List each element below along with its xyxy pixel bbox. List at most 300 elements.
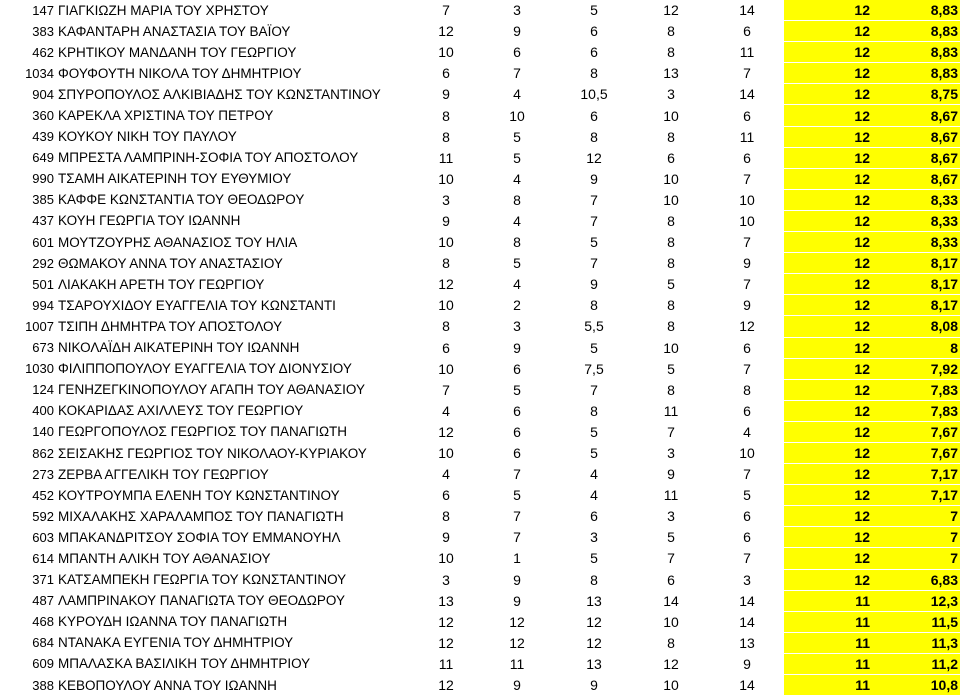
cell-id: 994 <box>0 295 56 316</box>
table-row <box>0 485 960 506</box>
cell-grade-6: 12 <box>784 126 872 147</box>
cell-id: 452 <box>0 485 56 506</box>
cell-grade-2: 3 <box>478 316 556 337</box>
cell-grade-6: 12 <box>784 569 872 590</box>
cell-name: ΓΕΩΡΓΟΠΟΥΛΟΣ ΓΕΩΡΓΙΟΣ ΤΟΥ ΠΑΝΑΓΙΩΤΗ <box>56 421 414 442</box>
cell-grade-4: 11 <box>632 485 710 506</box>
cell-id: 904 <box>0 84 56 105</box>
cell-grade-6: 12 <box>784 548 872 569</box>
cell-grade-1: 10 <box>414 42 478 63</box>
table-row <box>0 548 960 569</box>
cell-grade-1: 12 <box>414 675 478 696</box>
cell-grade-2: 4 <box>478 210 556 231</box>
cell-grade-1: 12 <box>414 274 478 295</box>
cell-grade-5: 3 <box>710 569 784 590</box>
table-row <box>0 611 960 632</box>
cell-grade-2: 5 <box>478 126 556 147</box>
table-row <box>0 527 960 548</box>
cell-name: ΓΕΝΗΖΕΓΚΙΝΟΠΟΥΛΟΥ ΑΓΑΠΗ ΤΟΥ ΑΘΑΝΑΣΙΟΥ <box>56 379 414 400</box>
cell-grade-3: 4 <box>556 485 632 506</box>
cell-grade-1: 12 <box>414 421 478 442</box>
cell-grade-1: 9 <box>414 527 478 548</box>
cell-grade-1: 9 <box>414 84 478 105</box>
cell-name: ΜΠΑΛΑΣΚΑ ΒΑΣΙΛΙΚΗ ΤΟΥ ΔΗΜΗΤΡΙΟΥ <box>56 653 414 674</box>
cell-grade-2: 12 <box>478 611 556 632</box>
cell-grade-4: 8 <box>632 232 710 253</box>
cell-grade-3: 5 <box>556 232 632 253</box>
cell-grade-2: 7 <box>478 527 556 548</box>
cell-name: ΜΠΑΝΤΗ ΑΛΙΚΗ ΤΟΥ ΑΘΑΝΑΣΙΟΥ <box>56 548 414 569</box>
cell-grade-5: 10 <box>710 210 784 231</box>
cell-grade-1: 10 <box>414 442 478 463</box>
cell-grade-5: 7 <box>710 274 784 295</box>
cell-grade-2: 6 <box>478 400 556 421</box>
cell-grade-2: 4 <box>478 274 556 295</box>
cell-average: 8,83 <box>872 21 960 42</box>
cell-name: ΤΣΑΜΗ ΑΙΚΑΤΕΡΙΝΗ ΤΟΥ ΕΥΘΥΜΙΟΥ <box>56 168 414 189</box>
cell-id: 1034 <box>0 63 56 84</box>
table-row <box>0 0 960 21</box>
table-row <box>0 337 960 358</box>
cell-grade-1: 9 <box>414 210 478 231</box>
cell-grade-5: 7 <box>710 168 784 189</box>
cell-grade-2: 1 <box>478 548 556 569</box>
cell-average: 7,92 <box>872 358 960 379</box>
cell-grade-2: 4 <box>478 84 556 105</box>
cell-name: ΚΑΦΦΕ ΚΩΝΣΤΑΝΤΙΑ ΤΟΥ ΘΕΟΔΩΡΟΥ <box>56 189 414 210</box>
table-row <box>0 653 960 674</box>
cell-id: 1007 <box>0 316 56 337</box>
cell-grade-4: 10 <box>632 337 710 358</box>
cell-id: 601 <box>0 232 56 253</box>
table-row <box>0 168 960 189</box>
cell-grade-6: 11 <box>784 590 872 611</box>
cell-name: ΚΟΥΗ ΓΕΩΡΓΙΑ ΤΟΥ ΙΩΑΝΝΗ <box>56 210 414 231</box>
cell-id: 603 <box>0 527 56 548</box>
cell-id: 501 <box>0 274 56 295</box>
cell-id: 862 <box>0 442 56 463</box>
cell-id: 385 <box>0 189 56 210</box>
cell-grade-6: 12 <box>784 506 872 527</box>
cell-average: 7 <box>872 527 960 548</box>
cell-grade-3: 8 <box>556 63 632 84</box>
cell-grade-3: 5 <box>556 337 632 358</box>
cell-grade-4: 8 <box>632 126 710 147</box>
cell-grade-3: 4 <box>556 464 632 485</box>
cell-grade-2: 5 <box>478 253 556 274</box>
cell-id: 140 <box>0 421 56 442</box>
cell-grade-4: 8 <box>632 632 710 653</box>
cell-grade-2: 2 <box>478 295 556 316</box>
cell-grade-6: 12 <box>784 105 872 126</box>
cell-grade-1: 13 <box>414 590 478 611</box>
cell-grade-1: 4 <box>414 464 478 485</box>
cell-grade-6: 12 <box>784 84 872 105</box>
cell-average: 7,83 <box>872 400 960 421</box>
cell-grade-5: 6 <box>710 527 784 548</box>
cell-id: 437 <box>0 210 56 231</box>
table-row <box>0 274 960 295</box>
cell-id: 462 <box>0 42 56 63</box>
cell-grade-5: 7 <box>710 63 784 84</box>
cell-id: 487 <box>0 590 56 611</box>
cell-grade-2: 5 <box>478 485 556 506</box>
cell-grade-1: 6 <box>414 337 478 358</box>
cell-average: 11,5 <box>872 611 960 632</box>
table-row <box>0 421 960 442</box>
cell-average: 8,83 <box>872 63 960 84</box>
cell-grade-1: 7 <box>414 379 478 400</box>
cell-grade-3: 10,5 <box>556 84 632 105</box>
cell-grade-6: 12 <box>784 42 872 63</box>
cell-average: 6,83 <box>872 569 960 590</box>
cell-name: ΖΕΡΒΑ ΑΓΓΕΛΙΚΗ ΤΟΥ ΓΕΩΡΓΙΟΥ <box>56 464 414 485</box>
cell-grade-4: 13 <box>632 63 710 84</box>
cell-grade-3: 13 <box>556 590 632 611</box>
cell-grade-1: 7 <box>414 0 478 21</box>
cell-name: ΚΟΥΤΡΟΥΜΠΑ ΕΛΕΝΗ ΤΟΥ ΚΩΝΣΤΑΝΤΙΝΟΥ <box>56 485 414 506</box>
cell-name: ΝΙΚΟΛΑΪΔΗ ΑΙΚΑΤΕΡΙΝΗ ΤΟΥ ΙΩΑΝΝΗ <box>56 337 414 358</box>
cell-id: 273 <box>0 464 56 485</box>
cell-grade-3: 8 <box>556 569 632 590</box>
cell-average: 7,67 <box>872 442 960 463</box>
cell-grade-3: 7,5 <box>556 358 632 379</box>
cell-grade-6: 11 <box>784 632 872 653</box>
cell-grade-3: 7 <box>556 210 632 231</box>
cell-id: 360 <box>0 105 56 126</box>
table-row <box>0 126 960 147</box>
cell-grade-1: 12 <box>414 632 478 653</box>
cell-grade-5: 4 <box>710 421 784 442</box>
cell-grade-4: 10 <box>632 611 710 632</box>
cell-id: 383 <box>0 21 56 42</box>
cell-grade-2: 6 <box>478 42 556 63</box>
cell-grade-3: 6 <box>556 506 632 527</box>
cell-average: 8,33 <box>872 210 960 231</box>
cell-grade-5: 7 <box>710 232 784 253</box>
cell-id: 684 <box>0 632 56 653</box>
cell-grade-1: 11 <box>414 653 478 674</box>
cell-grade-5: 14 <box>710 675 784 696</box>
table-row <box>0 590 960 611</box>
cell-grade-5: 7 <box>710 548 784 569</box>
cell-grade-1: 8 <box>414 506 478 527</box>
cell-grade-5: 14 <box>710 84 784 105</box>
cell-grade-5: 7 <box>710 464 784 485</box>
table-row <box>0 105 960 126</box>
cell-grade-3: 5,5 <box>556 316 632 337</box>
cell-grade-2: 6 <box>478 442 556 463</box>
cell-average: 10,8 <box>872 675 960 696</box>
cell-average: 8,17 <box>872 274 960 295</box>
cell-average: 8,17 <box>872 253 960 274</box>
cell-grade-5: 7 <box>710 358 784 379</box>
table-row <box>0 253 960 274</box>
cell-name: ΚΕΒΟΠΟΥΛΟΥ ΑΝΝΑ ΤΟΥ ΙΩΑΝΝΗ <box>56 675 414 696</box>
cell-name: ΤΣΙΠΗ ΔΗΜΗΤΡΑ ΤΟΥ ΑΠΟΣΤΟΛΟΥ <box>56 316 414 337</box>
cell-grade-2: 7 <box>478 464 556 485</box>
table-row <box>0 21 960 42</box>
cell-grade-1: 10 <box>414 232 478 253</box>
cell-average: 8,67 <box>872 105 960 126</box>
cell-grade-6: 12 <box>784 421 872 442</box>
cell-grade-3: 7 <box>556 379 632 400</box>
cell-name: ΘΩΜΑΚΟΥ ΑΝΝΑ ΤΟΥ ΑΝΑΣΤΑΣΙΟΥ <box>56 253 414 274</box>
cell-name: ΛΑΜΠΡΙΝΑΚΟΥ ΠΑΝΑΓΙΩΤΑ ΤΟΥ ΘΕΟΔΩΡΟΥ <box>56 590 414 611</box>
cell-grade-4: 8 <box>632 253 710 274</box>
cell-average: 8,83 <box>872 0 960 21</box>
cell-grade-6: 11 <box>784 653 872 674</box>
cell-grade-5: 6 <box>710 400 784 421</box>
cell-grade-4: 14 <box>632 590 710 611</box>
cell-grade-3: 5 <box>556 548 632 569</box>
cell-average: 8,33 <box>872 189 960 210</box>
cell-grade-5: 14 <box>710 0 784 21</box>
cell-grade-6: 12 <box>784 168 872 189</box>
cell-grade-5: 6 <box>710 105 784 126</box>
cell-name: ΦΟΥΦΟΥΤΗ ΝΙΚΟΛΑ ΤΟΥ ΔΗΜΗΤΡΙΟΥ <box>56 63 414 84</box>
cell-grade-5: 6 <box>710 147 784 168</box>
table-row <box>0 42 960 63</box>
cell-id: 371 <box>0 569 56 590</box>
cell-grade-1: 10 <box>414 548 478 569</box>
cell-grade-5: 6 <box>710 21 784 42</box>
cell-average: 8 <box>872 337 960 358</box>
cell-grade-6: 12 <box>784 232 872 253</box>
cell-grade-4: 10 <box>632 105 710 126</box>
table-row <box>0 210 960 231</box>
cell-grade-6: 12 <box>784 253 872 274</box>
cell-grade-3: 9 <box>556 168 632 189</box>
cell-grade-4: 8 <box>632 295 710 316</box>
cell-grade-2: 12 <box>478 632 556 653</box>
cell-average: 7 <box>872 506 960 527</box>
cell-grade-3: 8 <box>556 400 632 421</box>
cell-grade-3: 12 <box>556 632 632 653</box>
cell-id: 292 <box>0 253 56 274</box>
cell-grade-6: 12 <box>784 442 872 463</box>
cell-grade-2: 6 <box>478 358 556 379</box>
cell-grade-5: 13 <box>710 632 784 653</box>
cell-grade-4: 11 <box>632 400 710 421</box>
cell-grade-4: 5 <box>632 358 710 379</box>
cell-grade-4: 7 <box>632 548 710 569</box>
cell-grade-3: 5 <box>556 0 632 21</box>
cell-grade-6: 11 <box>784 611 872 632</box>
cell-grade-2: 9 <box>478 590 556 611</box>
cell-grade-4: 6 <box>632 569 710 590</box>
cell-grade-3: 6 <box>556 21 632 42</box>
cell-grade-2: 3 <box>478 0 556 21</box>
cell-grade-4: 3 <box>632 506 710 527</box>
cell-grade-1: 12 <box>414 21 478 42</box>
cell-average: 7,67 <box>872 421 960 442</box>
cell-grade-6: 12 <box>784 63 872 84</box>
cell-grade-4: 8 <box>632 210 710 231</box>
cell-grade-1: 10 <box>414 295 478 316</box>
cell-name: ΣΠΥΡΟΠΟΥΛΟΣ ΑΛΚΙΒΙΑΔΗΣ ΤΟΥ ΚΩΝΣΤΑΝΤΙΝΟΥ <box>56 84 414 105</box>
cell-id: 468 <box>0 611 56 632</box>
cell-id: 614 <box>0 548 56 569</box>
cell-grade-1: 6 <box>414 63 478 84</box>
cell-grade-1: 10 <box>414 358 478 379</box>
cell-grade-6: 12 <box>784 295 872 316</box>
cell-average: 8,83 <box>872 42 960 63</box>
cell-grade-6: 12 <box>784 0 872 21</box>
cell-grade-2: 9 <box>478 675 556 696</box>
table-row <box>0 295 960 316</box>
cell-id: 124 <box>0 379 56 400</box>
table-row <box>0 675 960 696</box>
cell-grade-6: 12 <box>784 527 872 548</box>
cell-id: 388 <box>0 675 56 696</box>
table-row <box>0 84 960 105</box>
cell-grade-5: 11 <box>710 42 784 63</box>
cell-name: ΜΠΡΕΣΤΑ ΛΑΜΠΡΙΝΗ-ΣΟΦΙΑ ΤΟΥ ΑΠΟΣΤΟΛΟΥ <box>56 147 414 168</box>
cell-average: 8,75 <box>872 84 960 105</box>
table-row <box>0 442 960 463</box>
cell-grade-6: 12 <box>784 210 872 231</box>
cell-id: 609 <box>0 653 56 674</box>
cell-grade-5: 5 <box>710 485 784 506</box>
cell-id: 990 <box>0 168 56 189</box>
cell-name: ΜΙΧΑΛΑΚΗΣ ΧΑΡΑΛΑΜΠΟΣ ΤΟΥ ΠΑΝΑΓΙΩΤΗ <box>56 506 414 527</box>
cell-grade-4: 8 <box>632 316 710 337</box>
cell-average: 12,3 <box>872 590 960 611</box>
cell-grade-6: 12 <box>784 316 872 337</box>
cell-average: 8,08 <box>872 316 960 337</box>
cell-grade-6: 12 <box>784 337 872 358</box>
cell-grade-1: 4 <box>414 400 478 421</box>
cell-id: 439 <box>0 126 56 147</box>
cell-grade-2: 7 <box>478 506 556 527</box>
cell-grade-1: 8 <box>414 253 478 274</box>
cell-grade-3: 9 <box>556 675 632 696</box>
cell-average: 8,67 <box>872 168 960 189</box>
cell-grade-2: 9 <box>478 337 556 358</box>
table-row <box>0 63 960 84</box>
cell-grade-6: 12 <box>784 274 872 295</box>
cell-grade-2: 6 <box>478 421 556 442</box>
cell-grade-4: 5 <box>632 527 710 548</box>
cell-grade-2: 8 <box>478 232 556 253</box>
table-row <box>0 569 960 590</box>
cell-grade-3: 3 <box>556 527 632 548</box>
cell-grade-2: 8 <box>478 189 556 210</box>
cell-grade-3: 6 <box>556 105 632 126</box>
cell-grade-4: 8 <box>632 21 710 42</box>
cell-grade-4: 10 <box>632 189 710 210</box>
table-row <box>0 464 960 485</box>
cell-name: ΓΙΑΓΚΙΩΖΗ ΜΑΡΙΑ ΤΟΥ ΧΡΗΣΤΟΥ <box>56 0 414 21</box>
cell-name: ΚΑΤΣΑΜΠΕΚΗ ΓΕΩΡΓΙΑ ΤΟΥ ΚΩΝΣΤΑΝΤΙΝΟΥ <box>56 569 414 590</box>
cell-grade-3: 8 <box>556 295 632 316</box>
cell-grade-6: 12 <box>784 358 872 379</box>
cell-average: 8,67 <box>872 126 960 147</box>
cell-name: ΦΙΛΙΠΠΟΠΟΥΛΟΥ ΕΥΑΓΓΕΛΙΑ ΤΟΥ ΔΙΟΝΥΣΙΟΥ <box>56 358 414 379</box>
cell-grade-5: 9 <box>710 653 784 674</box>
cell-grade-3: 7 <box>556 189 632 210</box>
cell-grade-6: 12 <box>784 147 872 168</box>
cell-grade-1: 12 <box>414 611 478 632</box>
cell-grade-1: 10 <box>414 168 478 189</box>
cell-grade-2: 9 <box>478 21 556 42</box>
cell-grade-1: 8 <box>414 316 478 337</box>
cell-grade-4: 3 <box>632 442 710 463</box>
cell-grade-5: 10 <box>710 442 784 463</box>
cell-id: 649 <box>0 147 56 168</box>
cell-grade-4: 7 <box>632 421 710 442</box>
cell-grade-6: 12 <box>784 379 872 400</box>
cell-average: 8,17 <box>872 295 960 316</box>
cell-name: ΚΟΚΑΡΙΔΑΣ ΑΧΙΛΛΕΥΣ ΤΟΥ ΓΕΩΡΓΙΟΥ <box>56 400 414 421</box>
cell-name: ΝΤΑΝΑΚΑ ΕΥΓΕΝΙΑ ΤΟΥ ΔΗΜΗΤΡΙΟΥ <box>56 632 414 653</box>
cell-grade-6: 11 <box>784 675 872 696</box>
cell-grade-3: 7 <box>556 253 632 274</box>
cell-grade-1: 6 <box>414 485 478 506</box>
cell-id: 147 <box>0 0 56 21</box>
cell-id: 673 <box>0 337 56 358</box>
cell-name: ΣΕΙΣΑΚΗΣ ΓΕΩΡΓΙΟΣ ΤΟΥ ΝΙΚΟΛΑΟΥ-ΚΥΡΙΑΚΟΥ <box>56 442 414 463</box>
cell-id: 1030 <box>0 358 56 379</box>
cell-grade-1: 8 <box>414 126 478 147</box>
cell-name: ΚΑΡΕΚΛΑ ΧΡΙΣΤΙΝΑ ΤΟΥ ΠΕΤΡΟΥ <box>56 105 414 126</box>
cell-average: 7,17 <box>872 464 960 485</box>
cell-grade-2: 4 <box>478 168 556 189</box>
cell-grade-2: 5 <box>478 147 556 168</box>
cell-grade-3: 13 <box>556 653 632 674</box>
cell-grade-3: 5 <box>556 421 632 442</box>
table-row <box>0 189 960 210</box>
cell-grade-2: 10 <box>478 105 556 126</box>
table-row <box>0 379 960 400</box>
cell-grade-2: 7 <box>478 63 556 84</box>
cell-grade-6: 12 <box>784 485 872 506</box>
cell-grade-2: 9 <box>478 569 556 590</box>
cell-grade-5: 6 <box>710 337 784 358</box>
cell-name: ΜΠΑΚΑΝΔΡΙΤΣΟΥ ΣΟΦΙΑ ΤΟΥ ΕΜΜΑΝΟΥΗΛ <box>56 527 414 548</box>
cell-grade-5: 11 <box>710 126 784 147</box>
cell-grade-4: 8 <box>632 42 710 63</box>
cell-grade-4: 12 <box>632 653 710 674</box>
cell-average: 7,83 <box>872 379 960 400</box>
cell-grade-3: 12 <box>556 611 632 632</box>
cell-name: ΚΟΥΚΟΥ ΝΙΚΗ ΤΟΥ ΠΑΥΛΟΥ <box>56 126 414 147</box>
table-row <box>0 632 960 653</box>
cell-grade-6: 12 <box>784 400 872 421</box>
cell-grade-5: 9 <box>710 295 784 316</box>
cell-grade-5: 10 <box>710 189 784 210</box>
cell-grade-1: 8 <box>414 105 478 126</box>
cell-grade-4: 12 <box>632 0 710 21</box>
cell-grade-6: 12 <box>784 189 872 210</box>
cell-grade-5: 14 <box>710 611 784 632</box>
cell-grade-1: 3 <box>414 569 478 590</box>
cell-grade-4: 10 <box>632 675 710 696</box>
cell-name: ΜΟΥΤΖΟΥΡΗΣ ΑΘΑΝΑΣΙΟΣ ΤΟΥ ΗΛΙΑ <box>56 232 414 253</box>
cell-average: 8,33 <box>872 232 960 253</box>
cell-name: ΚΥΡΟΥΔΗ ΙΩΑΝΝΑ ΤΟΥ ΠΑΝΑΓΙΩΤΗ <box>56 611 414 632</box>
cell-grade-3: 5 <box>556 442 632 463</box>
cell-average: 11,3 <box>872 632 960 653</box>
cell-grade-5: 9 <box>710 253 784 274</box>
table-row <box>0 400 960 421</box>
cell-grade-3: 6 <box>556 42 632 63</box>
table-row <box>0 232 960 253</box>
cell-id: 592 <box>0 506 56 527</box>
cell-grade-4: 10 <box>632 168 710 189</box>
cell-grade-3: 9 <box>556 274 632 295</box>
